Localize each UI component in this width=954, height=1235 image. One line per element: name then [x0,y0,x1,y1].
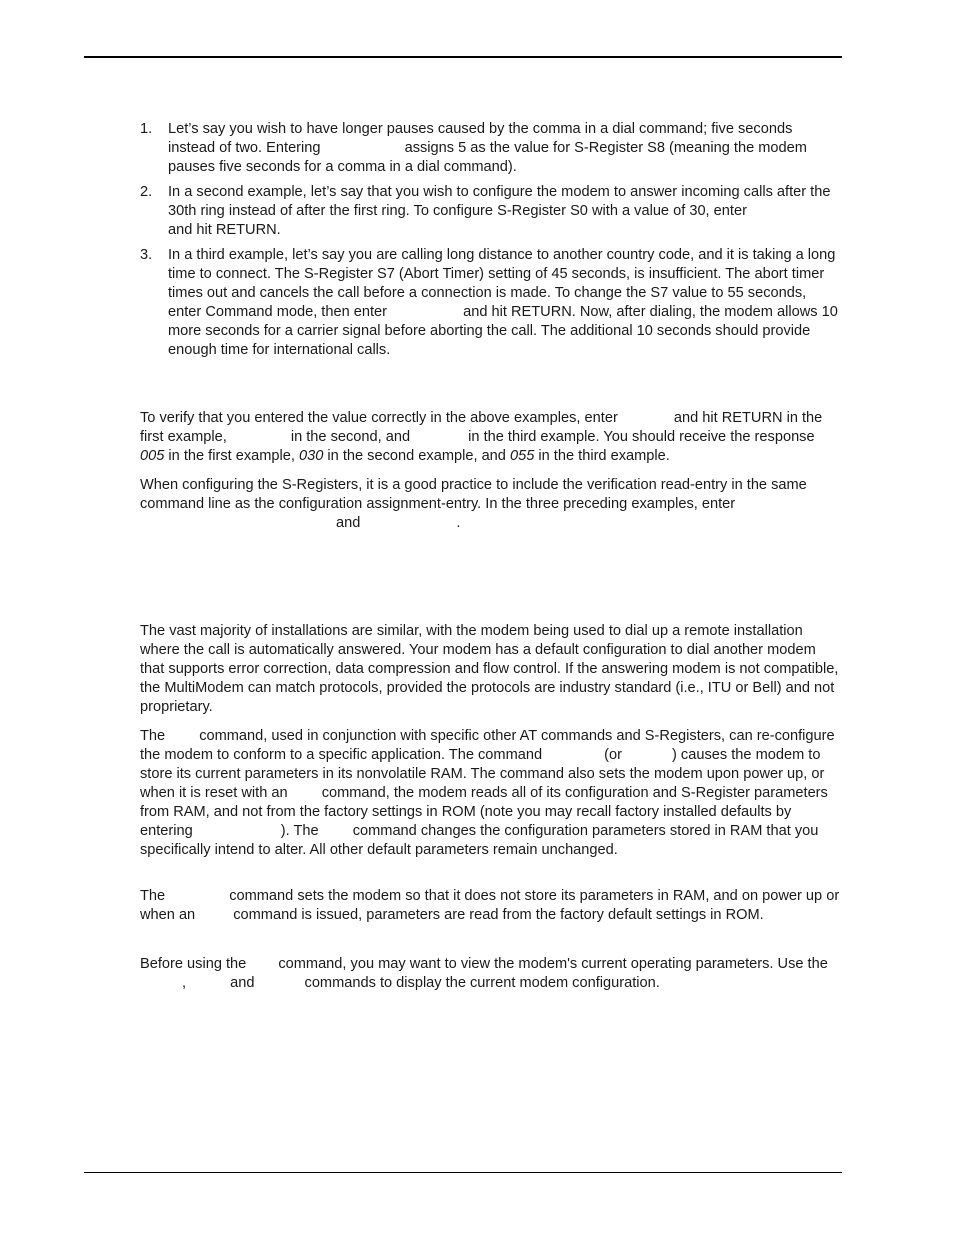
response-value: 030 [299,448,324,464]
list-item: 1. Let’s say you wish to have longer pauses caused by the comma in a dial command; five seconds instead of two. Entering assigns 5 as the value for S-Register S8 (meaning the modem pauses five seconds for a comma in a dial command). [140,121,807,175]
header-rule [84,56,842,58]
response-value: 005 [140,448,165,464]
list-number: 1. [140,121,153,137]
majority-paragraph: The vast majority of installations are similar, with the modem being used to dial up a remote installation where the call is automatically answered. Your modem has a default configuration to dial another modem that supports error correction, data compression and flow control. If the answering modem is not compatible, the MultiModem can match protocols, provided the protocols are industry standard (i.e., ITU or Bell) and not proprietary. [140,623,839,715]
practice-paragraph: When configuring the S-Registers, it is a good practice to include the verification read-entry in the same command line as the configuration assignment-entry. In the three preceding examples, enter and . [140,477,807,531]
list-number: 3. [140,247,153,263]
list-item: 2. In a second example, let’s say that you wish to configure the modem to answer incoming calls after the 30th ring instead of after the first ring. To configure S-Register S0 with a value of 30, enter and hit RETURN. [140,184,831,238]
response-value: 055 [509,448,535,464]
nostore-paragraph: The command sets the modem so that it does not store its parameters in RAM, and on power up or when an command is issued, parameters are read from the factory default settings in ROM. [140,888,840,923]
list-item: 3. In a third example, let’s say you are calling long distance to another country code, and it is taking a long time to connect. The S-Register S7 (Abort Timer) setting of 45 seconds, is insufficient. The abort timer times out and cancels the call before a connection is made. To change the S7 value to 55 seconds, enter Command mode, then enter and hit RETURN. Now, after dialing, the modem allows 10 more seconds for a carrier signal before aborting the call. The additional 10 seconds should provide enough time for international calls. [140,247,838,358]
footer-rule [84,1172,842,1173]
command-paragraph: The command, used in conjunction with specific other AT commands and S-Registers, can re-configure the modem to conform to a specific application. The command (or ) causes the modem to store its current parameters in its nonvolatile RAM. The command also sets the modem upon power up, or when it is reset with an command, the modem reads all of its configuration and S-Register parameters from RAM, and not from the factory settings in ROM (note you may recall factory installed defaults by entering ). The command changes the configuration parameters stored in RAM that you specifically intend to alter. All other default parameters remain unchanged. [140,728,835,858]
example-list [140,120,842,366]
list-number: 2. [140,184,153,200]
before-paragraph: Before using the command, you may want to view the modem's current operating parameters. Use the , and commands to display the current modem configuration. [140,956,828,991]
verify-paragraph: To verify that you entered the value correctly in the above examples, enter and hit RETURN in the first example, in the second, and in the third example. You should receive the response 005 in the first example, 030 in the second example, and 055 in the third example. [140,410,823,464]
